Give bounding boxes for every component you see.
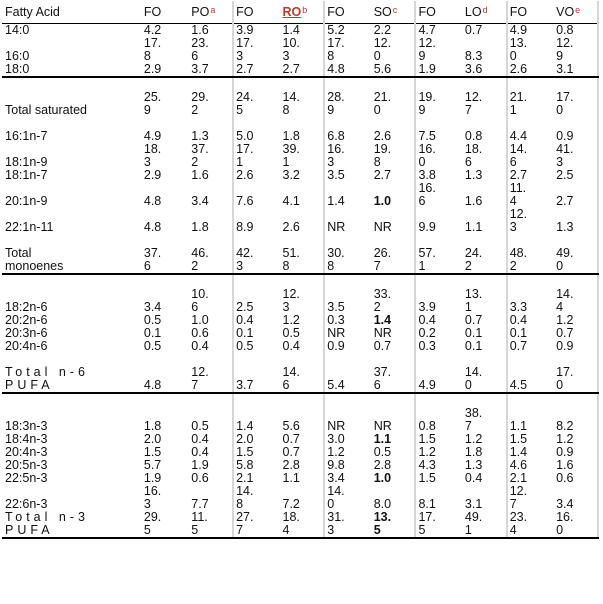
table-cell: 1.3 xyxy=(189,117,233,143)
row-label: Total saturated xyxy=(5,103,87,117)
table-cell: 2.7 xyxy=(509,169,528,182)
table-cell: 16. 3 xyxy=(143,485,162,511)
table-cell: 1.8 xyxy=(463,446,507,459)
table-cell: 1.5 xyxy=(143,446,162,459)
table-cell: 3.3 xyxy=(509,300,528,314)
table-cell: 8.2 xyxy=(554,393,598,433)
table-cell: 8.1 xyxy=(418,497,436,511)
table-cell: 1.1 xyxy=(281,472,325,485)
table-cell: 49. 0 xyxy=(554,234,598,274)
table-cell: 1.8 xyxy=(281,117,325,143)
table-cell: 25. 9 xyxy=(143,90,162,117)
table-cell: 26. 7 xyxy=(372,234,416,274)
table-row xyxy=(2,393,598,433)
table-cell: 5.7 xyxy=(143,459,162,472)
table-cell: 24. 5 xyxy=(236,90,254,117)
table-cell: 0.5 xyxy=(236,340,254,353)
table-cell: 5.0 xyxy=(236,129,254,143)
table-cell: 4.5 xyxy=(507,353,554,393)
row-label: Total n-3 PUFA xyxy=(2,511,142,538)
table-cell: 1.2 xyxy=(418,446,436,459)
footnote-marker: c xyxy=(392,4,398,15)
table-cell: 28. 9 xyxy=(327,90,345,117)
row-label: 20:4n-6 xyxy=(5,340,48,353)
table-cell: 12. 9 xyxy=(554,37,598,63)
table-cell: 6.8 xyxy=(327,129,345,143)
table-cell: 1.1 xyxy=(509,419,528,433)
table-cell: 18. 3 xyxy=(143,143,162,169)
table-cell: 2.1 xyxy=(509,472,528,485)
table-cell: 7.7 xyxy=(189,485,233,511)
table-cell: 5.6 xyxy=(372,63,416,77)
table-cell: 0.9 xyxy=(327,340,345,353)
table-cell: 16. 0 xyxy=(418,143,436,169)
table-cell: 11. 5 xyxy=(189,511,233,538)
table-row xyxy=(2,446,598,459)
table-cell: 1.4 xyxy=(327,194,345,208)
row-label: 18:4n-3 xyxy=(5,433,48,446)
table-row xyxy=(2,63,598,77)
header-fo-2: FO xyxy=(233,1,280,24)
table-row xyxy=(2,182,598,208)
table-cell: 19. 9 xyxy=(418,90,436,117)
table-cell: 2.0 xyxy=(143,433,162,446)
table-cell: 0.6 xyxy=(554,472,598,485)
table-row xyxy=(2,327,598,340)
table-cell: 2.0 xyxy=(236,433,254,446)
table-cell: 30. 8 xyxy=(324,234,371,274)
table-cell: 17. 0 xyxy=(554,77,598,117)
table-cell: 1.4 xyxy=(372,314,416,327)
table-cell: 0.7 xyxy=(281,433,325,446)
table-cell: 17. 5 xyxy=(415,511,462,538)
header-row xyxy=(2,1,598,24)
table-cell: 5.6 xyxy=(281,393,325,433)
table-cell: 18. 4 xyxy=(281,511,325,538)
table-cell: 1.6 xyxy=(189,24,233,38)
row-label: 18:2n-6 xyxy=(5,300,48,314)
row-label: 18:1n-7 xyxy=(5,169,48,182)
table-body xyxy=(2,24,598,539)
table-cell: 42. 3 xyxy=(233,234,280,274)
table-cell: NR xyxy=(372,208,416,234)
table-cell: 2.1 xyxy=(236,472,254,485)
table-cell: 14. 8 xyxy=(236,485,254,511)
table-cell: 0.4 xyxy=(189,433,233,446)
table-cell: 2.2 xyxy=(372,24,416,38)
table-cell: 2.5 xyxy=(236,300,254,314)
row-label: 14:0 xyxy=(5,23,30,37)
table-cell: NR xyxy=(327,220,346,234)
table-row xyxy=(2,117,598,143)
table-cell: 2.8 xyxy=(372,459,416,472)
table-cell: 1.1 xyxy=(463,208,507,234)
header-ro: RO$^b$ xyxy=(281,1,325,24)
table-cell: 10. 6 xyxy=(189,274,233,314)
table-cell: 39. 1 xyxy=(281,143,325,169)
table-cell: 1.9 xyxy=(415,63,462,77)
table-row xyxy=(2,208,598,234)
table-cell: 12. 3 xyxy=(509,208,528,234)
table-cell: 3.4 xyxy=(554,485,598,511)
footnote-marker: e xyxy=(575,4,581,15)
table-cell: 0.5 xyxy=(189,393,233,433)
table-cell: 0.7 xyxy=(463,314,507,327)
table-cell: 4.2 xyxy=(143,23,162,37)
table-row xyxy=(2,472,598,485)
table-cell: 1.4 xyxy=(281,24,325,38)
table-cell: 2.7 xyxy=(281,63,325,77)
table-cell: 23. 4 xyxy=(507,511,554,538)
table-cell: 10. 3 xyxy=(281,37,325,63)
table-cell: 0.5 xyxy=(372,446,416,459)
table-cell: 0.4 xyxy=(189,340,233,353)
table-cell: 29. 5 xyxy=(142,511,189,538)
row-label: Total n-6 PUFA xyxy=(2,353,142,393)
table-cell: 0.9 xyxy=(554,340,598,353)
row-label: 16:0 xyxy=(5,49,30,63)
table-cell: 3.4 xyxy=(143,300,162,314)
table-cell: 1.0 xyxy=(372,182,416,208)
table-cell: 13. 0 xyxy=(509,37,528,63)
table-cell: 14. 0 xyxy=(327,485,345,511)
table-cell: 5.2 xyxy=(327,23,345,37)
footnote-marker: d xyxy=(482,4,488,15)
table-cell: 4.9 xyxy=(415,353,462,393)
table-cell: 0.3 xyxy=(418,340,436,353)
table-cell: 12. 7 xyxy=(509,485,528,511)
table-cell: 1.6 xyxy=(189,169,233,182)
table-cell: 2.7 xyxy=(372,169,416,182)
footnote-marker: b xyxy=(302,4,308,15)
table-cell: 21. 1 xyxy=(509,90,528,117)
row-label: 20:5n-3 xyxy=(5,459,48,472)
table-cell: 13. 1 xyxy=(463,274,507,314)
table-cell: 12. 0 xyxy=(372,37,416,63)
row-label: 22:1n-11 xyxy=(5,220,54,234)
table-cell: 0.6 xyxy=(189,472,233,485)
table-cell: 51. 8 xyxy=(281,234,325,274)
header-fatty-acid: Fatty Acid xyxy=(2,1,142,24)
header-fo-1: FO xyxy=(142,1,189,24)
table-cell: 4.9 xyxy=(509,23,528,37)
table-cell: 14. 6 xyxy=(281,353,325,393)
table-row xyxy=(2,459,598,472)
table-cell: 1.1 xyxy=(372,433,416,446)
table-cell: 3.9 xyxy=(418,300,436,314)
table-cell: 0.8 xyxy=(554,24,598,38)
table-cell: 3.5 xyxy=(327,300,345,314)
row-label: Total monoenes xyxy=(2,234,142,274)
table-cell: 12. 7 xyxy=(189,353,233,393)
table-cell: 0.1 xyxy=(236,327,254,340)
table-cell: 7.6 xyxy=(236,194,254,208)
table-cell: 16. 0 xyxy=(554,511,598,538)
table-cell: 0.1 xyxy=(509,327,528,340)
table-cell: 4.4 xyxy=(509,129,528,143)
table-cell: 2.9 xyxy=(142,63,189,77)
table-cell: 0.1 xyxy=(143,327,162,340)
header-fo-3: FO xyxy=(324,1,371,24)
table-cell: 2.6 xyxy=(507,63,554,77)
table-cell: 3.7 xyxy=(189,63,233,77)
table-cell: 4.8 xyxy=(143,220,162,234)
table-cell: 3.8 xyxy=(418,169,436,182)
table-cell: 16. 6 xyxy=(418,182,436,208)
table-cell: 1.4 xyxy=(509,446,528,459)
table-cell: 0.9 xyxy=(554,117,598,143)
table-row xyxy=(2,511,598,538)
table-cell: 1.2 xyxy=(281,314,325,327)
table-cell: 38. 7 xyxy=(463,393,507,433)
table-cell: 1.2 xyxy=(554,433,598,446)
table-cell: 49. 1 xyxy=(463,511,507,538)
table-cell: NR xyxy=(327,327,346,340)
header-fo-4: FO xyxy=(415,1,462,24)
table-cell: 8.9 xyxy=(236,220,254,234)
table-cell: 0.8 xyxy=(463,117,507,143)
table-cell: 1.2 xyxy=(327,446,345,459)
table-cell: 1.9 xyxy=(189,459,233,472)
table-cell: 0.5 xyxy=(281,327,325,340)
table-cell: 2.8 xyxy=(281,459,325,472)
table-cell: 5.4 xyxy=(324,353,371,393)
table-cell: 0.7 xyxy=(509,340,528,353)
table-cell: 11. 4 xyxy=(509,182,527,208)
table-cell: 37. 6 xyxy=(372,353,416,393)
table-cell: 21. 0 xyxy=(372,77,416,117)
table-cell: 4.7 xyxy=(418,23,436,37)
fatty-acid-table xyxy=(2,1,599,539)
table-cell: 17. 1 xyxy=(236,143,254,169)
table-cell: 8.3 xyxy=(463,37,507,63)
table-cell: 14. 8 xyxy=(281,77,325,117)
row-label: 20:3n-6 xyxy=(5,327,48,340)
table-cell: 0.4 xyxy=(418,314,436,327)
table-cell: 23. 6 xyxy=(189,37,233,63)
table-row xyxy=(2,340,598,353)
table-cell: 1.4 xyxy=(236,419,254,433)
table-cell: 1.8 xyxy=(143,419,162,433)
table-cell: 1.6 xyxy=(554,459,598,472)
table-cell: 4.8 xyxy=(324,63,371,77)
table-cell: 7.2 xyxy=(281,485,325,511)
table-cell: 0.8 xyxy=(418,419,436,433)
table-cell: 4.3 xyxy=(418,459,436,472)
table-cell: 2.5 xyxy=(554,169,598,182)
table-row xyxy=(2,143,598,169)
table-cell: 16. 3 xyxy=(327,143,345,169)
table-cell: 1.9 xyxy=(143,472,162,485)
header-po: PO$^a$ xyxy=(189,1,233,24)
footnote-marker: a xyxy=(210,4,216,15)
table-cell: 2.7 xyxy=(554,182,598,208)
header-so: SO$^c$ xyxy=(372,1,416,24)
table-cell: 0.5 xyxy=(143,314,162,327)
table-cell: 9.8 xyxy=(327,459,345,472)
table-cell: 17. 8 xyxy=(327,37,345,63)
table-cell: 17. 3 xyxy=(236,37,254,63)
table-cell: 46. 2 xyxy=(189,234,233,274)
table-cell: 0.4 xyxy=(236,314,254,327)
table-cell: 3.6 xyxy=(463,63,507,77)
table-cell: 29. 2 xyxy=(189,77,233,117)
table-cell: 7.5 xyxy=(418,129,436,143)
table-cell: 2.9 xyxy=(143,169,162,182)
table-cell: 1.3 xyxy=(463,169,507,182)
table-cell: 0.4 xyxy=(189,446,233,459)
table-cell: 0.4 xyxy=(509,314,528,327)
row-label: 22:6n-3 xyxy=(5,497,48,511)
table-cell: 12. 7 xyxy=(463,77,507,117)
table-cell: 9.9 xyxy=(418,220,436,234)
table-cell: NR xyxy=(372,327,416,340)
table-cell: 3.1 xyxy=(463,485,507,511)
table-cell: 3.4 xyxy=(189,182,233,208)
table-cell: 1.2 xyxy=(463,433,507,446)
row-label: 18:3n-3 xyxy=(5,419,48,433)
table-row xyxy=(2,37,598,63)
table-cell: 33. 2 xyxy=(372,274,416,314)
table-cell: 37. 2 xyxy=(189,143,233,169)
row-label: 18:0 xyxy=(2,63,142,77)
table-cell: 1.5 xyxy=(236,446,254,459)
table-row xyxy=(2,24,598,38)
table-cell: 0.1 xyxy=(463,340,507,353)
table-cell: 0.7 xyxy=(281,446,325,459)
table-cell: 17. 0 xyxy=(554,353,598,393)
table-cell: 0.4 xyxy=(281,340,325,353)
table-cell: 3.9 xyxy=(236,23,254,37)
table-cell: 48. 2 xyxy=(507,234,554,274)
table-cell: 41. 3 xyxy=(554,143,598,169)
table-row xyxy=(2,353,598,393)
table-row xyxy=(2,485,598,511)
table-cell: 2.6 xyxy=(236,169,254,182)
table-cell: 3.7 xyxy=(233,353,280,393)
row-label: 16:1n-7 xyxy=(5,129,48,143)
table-cell: 3.5 xyxy=(327,169,345,182)
table-cell: 2.6 xyxy=(281,208,325,234)
header-fo-5: FO xyxy=(507,1,554,24)
table-cell: 0.7 xyxy=(372,340,416,353)
table-cell: 1.3 xyxy=(554,208,598,234)
table-cell: 0.1 xyxy=(463,327,507,340)
table-cell: 4.6 xyxy=(509,459,528,472)
table-cell: 1.2 xyxy=(554,314,598,327)
table-cell: 1.6 xyxy=(463,182,507,208)
table-cell: NR xyxy=(327,419,346,433)
table-cell: 4.1 xyxy=(281,182,325,208)
table-cell: 27. 7 xyxy=(233,511,280,538)
row-label: 20:4n-3 xyxy=(5,446,48,459)
table-cell: 57. 1 xyxy=(415,234,462,274)
table-cell: 18. 6 xyxy=(463,143,507,169)
table-cell: 2.7 xyxy=(233,63,280,77)
table-row xyxy=(2,169,598,182)
table-cell: 1.5 xyxy=(418,433,436,446)
row-label: 22:5n-3 xyxy=(5,472,48,485)
table-cell: 14. 6 xyxy=(509,143,528,169)
table-cell: 1.0 xyxy=(372,472,416,485)
table-cell: 0.7 xyxy=(554,327,598,340)
table-cell: 3.2 xyxy=(281,169,325,182)
row-label: 20:2n-6 xyxy=(5,314,48,327)
table-cell: NR xyxy=(372,393,416,433)
table-cell: 4.9 xyxy=(143,129,162,143)
table-cell: 13. 5 xyxy=(372,511,416,538)
table-row xyxy=(2,77,598,117)
table-cell: 3.4 xyxy=(327,472,345,485)
table-cell: 0.4 xyxy=(463,472,507,485)
table-row xyxy=(2,234,598,274)
table-cell: 8.0 xyxy=(372,485,416,511)
table-cell: 0.7 xyxy=(463,24,507,38)
table-cell: 1.5 xyxy=(509,433,528,446)
table-cell: 0.3 xyxy=(327,314,345,327)
header-vo: VO$^e$ xyxy=(554,1,598,24)
header-lo: LO$^d$ xyxy=(463,1,507,24)
table-cell: 2.6 xyxy=(372,117,416,143)
table-cell: 1.0 xyxy=(189,314,233,327)
table-cell: 14. 4 xyxy=(554,274,598,314)
table-cell: 4.8 xyxy=(143,194,162,208)
table-cell: 1.5 xyxy=(418,472,436,485)
table-cell: 5.8 xyxy=(236,459,254,472)
table-cell: 3.1 xyxy=(554,63,598,77)
table-cell: 12. 9 xyxy=(418,37,436,63)
row-label: 20:1n-9 xyxy=(5,194,48,208)
table-cell: 1.8 xyxy=(189,208,233,234)
table-cell: 37. 6 xyxy=(142,234,189,274)
row-label: 18:1n-9 xyxy=(5,155,48,169)
table-row xyxy=(2,433,598,446)
table-cell: 0.5 xyxy=(143,340,162,353)
table-cell: 17. 8 xyxy=(143,37,162,63)
table-cell: 14. 0 xyxy=(463,353,507,393)
table-cell: 31. 3 xyxy=(324,511,371,538)
table-cell: 1.3 xyxy=(463,459,507,472)
table-row xyxy=(2,314,598,327)
table-row xyxy=(2,274,598,314)
table-cell: 24. 2 xyxy=(463,234,507,274)
table-cell: 0.9 xyxy=(554,446,598,459)
table-cell: 3.0 xyxy=(327,433,345,446)
table-cell: 12. 3 xyxy=(281,274,325,314)
table-cell: 0.2 xyxy=(418,327,436,340)
table-cell: 19. 8 xyxy=(372,143,416,169)
table-cell: 0.6 xyxy=(189,327,233,340)
table-cell: 4.8 xyxy=(142,353,189,393)
